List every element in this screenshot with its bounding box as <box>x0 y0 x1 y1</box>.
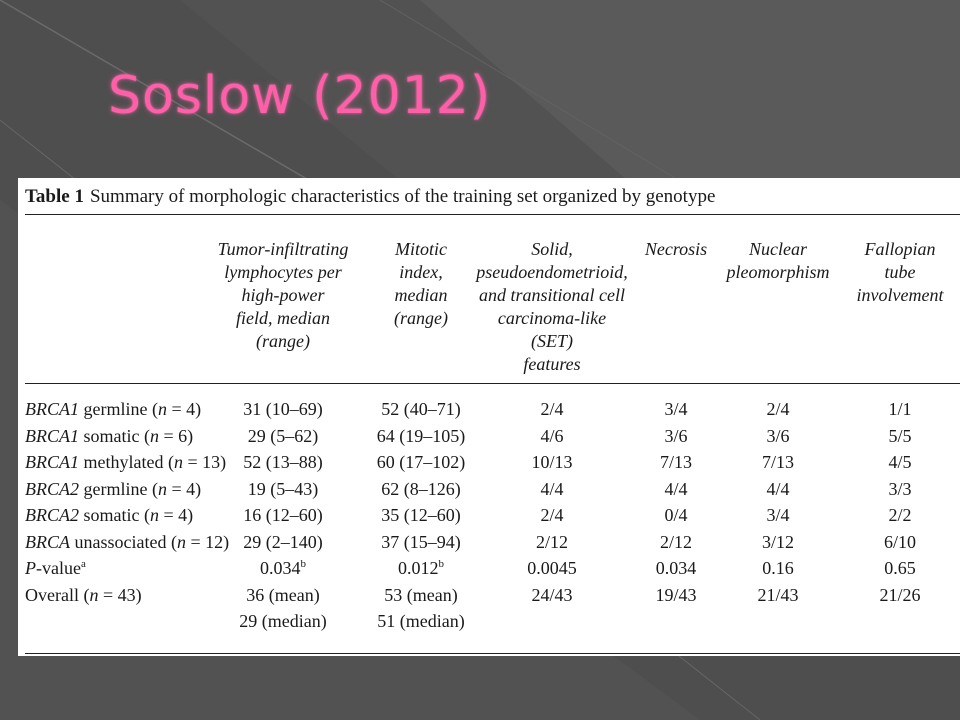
column-header-til: Tumor-infiltrating lymphocytes per high-power field, median (range) <box>217 239 349 351</box>
table-cell: 3/4 <box>766 505 790 525</box>
pvalue-footnote: b <box>438 558 444 570</box>
table-cell: 37 (15–94) <box>381 531 461 552</box>
table-cell: 3/4 <box>664 399 688 419</box>
pvalue-cell <box>840 558 960 579</box>
row-label-text: methylated ( <box>79 452 174 472</box>
p-symbol: P <box>25 558 36 578</box>
row-label <box>25 399 201 420</box>
pvalue-cell <box>208 558 358 579</box>
table-cell: 5/5 <box>888 425 912 446</box>
table-cell: 4/6 <box>540 425 564 446</box>
row-count: = 6) <box>158 425 194 446</box>
table-cell: 4/4 <box>540 478 564 499</box>
table-cell: 2/12 <box>659 531 692 552</box>
column-header-pleomorphism: Nuclear pleomorphism <box>726 239 830 282</box>
row-label-text: somatic ( <box>79 505 150 525</box>
n-symbol: n <box>173 452 183 472</box>
pvalue-value: 0.034 <box>655 558 697 578</box>
n-symbol: n <box>176 531 186 552</box>
table-label: Table 1 <box>25 186 84 207</box>
gene-name: BRCA <box>25 531 70 552</box>
table-cell: 3/3 <box>888 478 912 499</box>
overall-median-cell: 51 (median) <box>377 611 465 631</box>
table-cell: 2/4 <box>766 399 790 419</box>
table-cell: 52 (40–71) <box>381 399 461 419</box>
pvalue-footnote: b <box>300 558 306 570</box>
column-header-mitotic: Mitotic index, median (range) <box>394 239 448 328</box>
table-cell: 52 (13–88) <box>243 452 323 472</box>
column-header-fallopian: Fallopian tube involvement <box>856 239 944 305</box>
gene-name: BRCA2 <box>25 505 79 525</box>
table-cell: 35 (12–60) <box>381 505 461 525</box>
row-count: = 4) <box>166 399 202 419</box>
table-cell: 2/12 <box>535 531 568 552</box>
row-count: = 13) <box>182 452 227 472</box>
table-cell: 62 (8–126) <box>381 478 461 499</box>
table-cell: 4/4 <box>766 478 790 499</box>
top-rule <box>25 214 960 215</box>
gene-name: BRCA2 <box>25 478 79 499</box>
overall-cell: 36 (mean) <box>246 584 320 605</box>
n-symbol: n <box>157 478 167 499</box>
overall-label-text: Overall ( <box>25 584 90 605</box>
overall-cell: 21/26 <box>879 584 921 605</box>
column-header-set: Solid, pseudoendometrioid, and transitional cell carcinoma-like (SET) features <box>476 239 628 374</box>
table-cell: 3/12 <box>761 531 794 552</box>
overall-median-cell: 29 (median) <box>239 611 327 631</box>
slide-title: Soslow (2012) <box>108 66 492 126</box>
pvalue-value: 0.0045 <box>527 558 577 578</box>
table-cell: 2/4 <box>540 399 564 419</box>
table-cell: 31 (10–69) <box>243 399 323 419</box>
n-symbol: n <box>89 584 99 605</box>
table-cell: 3/6 <box>664 425 688 446</box>
table-caption-text: Summary of morphologic characteristics of the training set organized by genotype <box>89 186 716 207</box>
column-header-necrosis: Necrosis <box>644 239 708 259</box>
gene-name: BRCA1 <box>25 399 79 419</box>
row-label-text: somatic ( <box>79 425 150 446</box>
overall-cell: 24/43 <box>531 584 573 605</box>
table-cell: 4/5 <box>888 452 912 472</box>
footnote-marker: a <box>80 558 86 570</box>
table-cell: 3/6 <box>766 425 790 446</box>
table-cell: 0/4 <box>664 505 688 525</box>
overall-cell: 53 (mean) <box>384 584 458 605</box>
row-label <box>25 558 86 579</box>
table-cell: 2/2 <box>888 505 912 525</box>
overall-cell: 19/43 <box>655 584 697 605</box>
table-cell: 7/13 <box>761 452 794 472</box>
table-figure <box>18 178 960 656</box>
table-cell: 29 (2–140) <box>243 531 323 552</box>
pvalue-cell <box>718 558 838 579</box>
row-label <box>25 585 142 606</box>
pvalue-value: 0.65 <box>884 558 916 578</box>
pvalue-value: 0.034 <box>260 558 301 578</box>
pvalue-label-text: -value <box>36 558 81 578</box>
pvalue-cell <box>366 558 476 579</box>
table-cell: 4/4 <box>664 478 688 499</box>
row-label <box>25 532 229 553</box>
gene-name: BRCA1 <box>25 425 79 446</box>
table-cell: 16 (12–60) <box>243 505 323 525</box>
overall-cell: 21/43 <box>757 584 799 605</box>
table-cell: 2/4 <box>540 505 564 525</box>
row-label-text: unassociated ( <box>70 531 177 552</box>
gene-name: BRCA1 <box>25 452 79 472</box>
pvalue-cell <box>636 558 716 579</box>
row-label <box>25 452 226 473</box>
row-label <box>25 426 193 447</box>
table-cell: 19 (5–43) <box>247 478 319 499</box>
n-symbol: n <box>149 505 159 525</box>
row-count: = 4) <box>166 478 202 499</box>
table-cell: 7/13 <box>659 452 692 472</box>
table-caption <box>25 186 715 208</box>
bottom-rule <box>25 653 960 654</box>
row-label-text: germline ( <box>79 478 158 499</box>
row-label-text: germline ( <box>79 399 158 419</box>
pvalue-cell <box>476 558 628 579</box>
pvalue-value: 0.012 <box>398 558 439 578</box>
table-cell: 6/10 <box>883 531 916 552</box>
header-rule <box>25 383 960 384</box>
n-symbol: n <box>157 399 167 419</box>
table-cell: 29 (5–62) <box>247 425 319 446</box>
table-cell: 64 (19–105) <box>376 425 466 446</box>
row-label <box>25 505 193 526</box>
pvalue-value: 0.16 <box>762 558 794 578</box>
row-count: = 12) <box>185 531 230 552</box>
n-symbol: n <box>149 425 159 446</box>
row-count: = 4) <box>158 505 194 525</box>
table-cell: 60 (17–102) <box>376 452 466 472</box>
table-cell: 10/13 <box>531 452 573 472</box>
table-cell: 1/1 <box>888 399 912 419</box>
overall-count: = 43) <box>98 584 142 605</box>
row-label <box>25 479 201 500</box>
